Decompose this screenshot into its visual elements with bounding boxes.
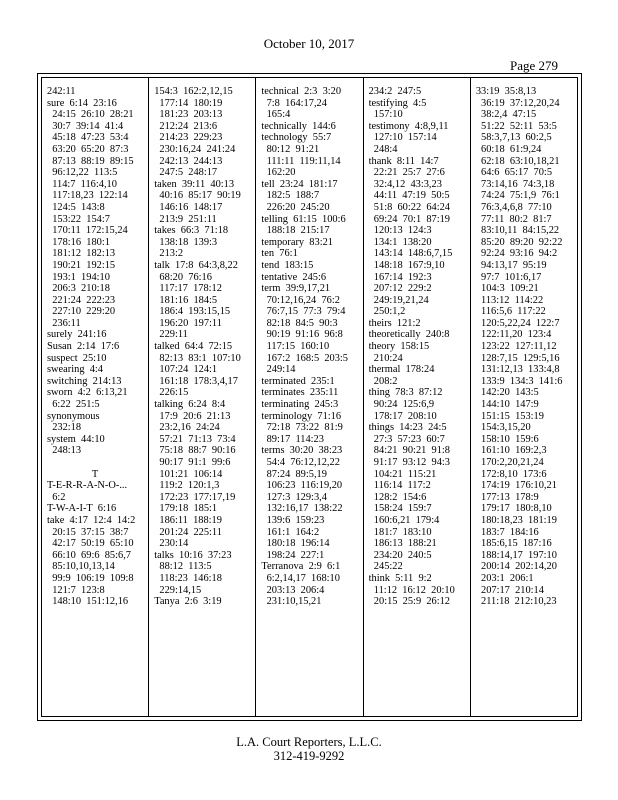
page-number: Page 279 <box>510 58 559 73</box>
index-entry: 211:18 212:10,23 <box>475 596 557 608</box>
index-entry: 76:3,4,6,8 77:10 <box>475 201 552 213</box>
index-entry: 200:14 202:14,20 <box>475 561 557 573</box>
index-column-5 <box>471 78 577 716</box>
index-entry: Terranova 2:9 6:1 <box>261 561 341 573</box>
index-entry: 60:18 61:9,24 <box>475 143 542 155</box>
index-entry: 89:17 114:23 <box>261 433 324 445</box>
index-entry: thing 78:3 87:12 <box>368 387 443 399</box>
index-entry: 221:24 222:23 <box>47 294 116 306</box>
index-entry: tentative 245:6 <box>261 271 327 283</box>
index-entry: 193:1 194:10 <box>47 271 110 283</box>
index-entry: 66:10 69:6 85:6,7 <box>47 549 131 561</box>
index-entry: 45:18 47:23 53:4 <box>47 132 129 144</box>
index-entry: 161:1 164:2 <box>261 526 320 538</box>
index-entry: 158:24 159:7 <box>368 503 432 515</box>
index-entry: 57:21 71:13 73:4 <box>154 433 236 445</box>
index-entry: 226:15 <box>154 387 189 399</box>
index-entry: 120:5,22,24 122:7 <box>475 317 560 329</box>
index-entry: 178:16 180:1 <box>47 236 110 248</box>
index-entry: 212:24 213:6 <box>154 120 218 132</box>
index-entry: technically 144:6 <box>261 120 336 132</box>
index-entry: 127:10 157:14 <box>368 132 437 144</box>
index-entry: 90:17 91:1 99:6 <box>154 457 231 468</box>
index-entry: 96:12,22 113:5 <box>47 167 118 179</box>
index-entry: tell 23:24 181:17 <box>261 178 338 190</box>
index-entry: 179:18 185:1 <box>154 503 218 515</box>
index-entry: 20:15 25:9 26:12 <box>368 596 451 608</box>
index-entry: 230:16,24 241:24 <box>154 143 236 155</box>
index-entry: theory 158:15 <box>368 341 430 353</box>
index-entry: 90:24 125:6,9 <box>368 399 435 411</box>
index-entry: 101:21 106:14 <box>154 468 223 480</box>
index-entry: 170:11 172:15,24 <box>47 225 128 237</box>
index-entry: 249:14 <box>261 364 296 376</box>
index-entry: 124:5 143:8 <box>47 201 105 213</box>
index-entry: 76:7,15 77:3 79:4 <box>261 306 346 318</box>
index-entry: 87:13 88:19 89:15 <box>47 155 134 167</box>
index-entry: 36:19 37:12,20,24 <box>475 97 560 109</box>
index-entry: talking 6:24 8:4 <box>154 399 226 411</box>
index-entry: 33:19 35:8,13 <box>475 86 537 97</box>
index-entry: 230:14 <box>154 538 189 550</box>
index-entry: 113:12 114:22 <box>475 294 544 306</box>
index-entry: 38:2,4 47:15 <box>475 109 537 121</box>
index-entry: 242:13 244:13 <box>154 155 223 167</box>
index-entry: 250:1,2 <box>368 306 406 318</box>
index-entry: 117:18,23 122:14 <box>47 190 128 202</box>
index-entry: 84:21 90:21 91:8 <box>368 445 451 457</box>
index-entry: 127:3 129:3,4 <box>261 491 327 503</box>
index-entry: 181:7 183:10 <box>368 526 432 538</box>
index-entry: 165:4 <box>261 109 291 121</box>
index-entry: 161:10 169:2,3 <box>475 445 547 457</box>
index-entry: 131:12,13 133:4,8 <box>475 364 560 376</box>
index-entry: 30:7 39:14 41:4 <box>47 120 124 132</box>
index-entry: 170:2,20,21,24 <box>475 457 544 468</box>
index-entry: 85:10,10,13,14 <box>47 561 115 573</box>
index-entry: 247:5 248:17 <box>154 167 218 179</box>
index-entry: 148:18 167:9,10 <box>368 259 445 271</box>
index-entry: 83:10,11 84:15,22 <box>475 225 560 237</box>
index-entry: thermal 178:24 <box>368 364 435 376</box>
index-entry: 248:4 <box>368 143 398 155</box>
index-entry: tend 183:15 <box>261 259 314 271</box>
index-entry: 180:18,23 181:19 <box>475 514 557 526</box>
index-entry: 69:24 70:1 87:19 <box>368 213 451 225</box>
index-entry: 51:8 60:22 64:24 <box>368 201 451 213</box>
index-entry: terms 30:20 38:23 <box>261 445 343 457</box>
index-entry: terminates 235:11 <box>261 387 339 399</box>
index-entry: 179:17 180:8,10 <box>475 503 552 515</box>
index-entry: sworn 4:2 6:13,21 <box>47 387 128 399</box>
index-entry: 188:18 215:17 <box>261 225 330 237</box>
index-entry: 87:24 89:5,19 <box>261 468 327 480</box>
index-entry: system 44:10 <box>47 433 105 445</box>
index-entry: 23:2,16 24:24 <box>154 422 220 434</box>
index-entry: 99:9 106:19 109:8 <box>47 572 134 584</box>
footer-company: L.A. Court Reporters, L.L.C. <box>236 735 382 749</box>
index-entry: 207:17 210:14 <box>475 584 544 596</box>
index-entry: 22:21 25:7 27:6 <box>368 167 445 179</box>
index-entry: terminated 235:1 <box>261 375 335 387</box>
index-frame <box>37 73 582 721</box>
index-entry: take 4:17 12:4 14:2 <box>47 514 136 526</box>
index-entry: 17:9 20:6 21:13 <box>154 410 231 422</box>
index-entry: 72:18 73:22 81:9 <box>261 422 343 434</box>
index-entry: 190:21 192:15 <box>47 259 116 271</box>
index-entry: sure 6:14 23:16 <box>47 97 117 109</box>
index-column-3 <box>256 78 363 716</box>
index-entry: 54:4 76:12,12,22 <box>261 457 340 468</box>
index-entry: 122:11,20 123:4 <box>475 329 552 341</box>
index-entry: think 5:11 9:2 <box>368 572 432 584</box>
index-entry: switching 214:13 <box>47 375 122 387</box>
index-entry: 180:18 196:14 <box>261 538 330 550</box>
index-entry: 167:14 192:3 <box>368 271 432 283</box>
index-entry: 203:1 206:1 <box>475 572 534 584</box>
index-entry: 148:10 151:12,16 <box>47 596 129 608</box>
index-entry: 64:6 65:17 70:5 <box>475 167 553 179</box>
index-entry: testifying 4:5 <box>368 97 427 109</box>
index-entry: 234:2 247:5 <box>368 86 422 97</box>
index-entry: temporary 83:21 <box>261 236 333 248</box>
index-entry: 146:16 148:17 <box>154 201 223 213</box>
index-entry: 181:16 184:5 <box>154 294 218 306</box>
index-entry: 206:3 210:18 <box>47 283 110 295</box>
index-entry: 181:23 203:13 <box>154 109 223 121</box>
index-entry: 174:19 176:10,21 <box>475 480 557 492</box>
index-entry: 117:17 178:12 <box>154 283 222 295</box>
index-entry: 153:22 154:7 <box>47 213 110 225</box>
index-entry: 172:8,10 173:6 <box>475 468 547 480</box>
index-entry: 172:23 177:17,19 <box>154 491 236 503</box>
index-entry: 162:20 <box>261 167 296 179</box>
index-entry: 42:17 50:19 65:10 <box>47 538 134 550</box>
index-entry: 74:24 75:1,9 76:1 <box>475 190 560 202</box>
index-entry: 134:1 138:20 <box>368 236 432 248</box>
index-column-4 <box>364 78 471 716</box>
index-entry: 185:6,15 187:16 <box>475 538 552 550</box>
index-entry: 186:4 193:15,15 <box>154 306 231 318</box>
index-entry: theoretically 240:8 <box>368 329 450 341</box>
index-entry: 58:3,7,13 60:2,5 <box>475 132 552 144</box>
index-entry: 92:24 93:16 94:2 <box>475 248 558 260</box>
header-date: October 10, 2017 <box>263 36 355 51</box>
index-entry: technology 55:7 <box>261 132 332 144</box>
index-entry: 73:14,16 74:3,18 <box>475 178 555 190</box>
index-entry: talks 10:16 37:23 <box>154 549 232 561</box>
index-entry: 245:22 <box>368 561 403 573</box>
index-entry: 82:13 83:1 107:10 <box>154 352 241 364</box>
index-entry: taken 39:11 40:13 <box>154 178 235 190</box>
index-entry: 208:2 <box>368 375 398 387</box>
index-entry: 116:5,6 117:22 <box>475 306 546 318</box>
index-entry: term 39:9,17,21 <box>261 283 331 295</box>
index-entry: 160:6,21 179:4 <box>368 514 440 526</box>
index-entry: things 14:23 24:5 <box>368 422 447 434</box>
index-entry: terminology 71:16 <box>261 410 342 422</box>
index-entry: 6:2,14,17 168:10 <box>261 572 340 584</box>
index-column-2 <box>149 78 256 716</box>
index-entry: 210:24 <box>368 352 403 364</box>
index-entry: 118:23 146:18 <box>154 572 222 584</box>
index-entry: 177:13 178:9 <box>475 491 539 503</box>
index-entry: 6:2 <box>47 491 66 503</box>
index-entry: telling 61:15 100:6 <box>261 213 346 225</box>
index-entry: 139:6 159:23 <box>261 514 325 526</box>
index-entry: 114:7 116:4,10 <box>47 178 117 190</box>
index-entry: 214:23 229:23 <box>154 132 223 144</box>
index-entry: 226:20 245:20 <box>261 201 330 213</box>
index-entry: 167:2 168:5 203:5 <box>261 352 348 364</box>
index-entry: 104:3 109:21 <box>475 283 539 295</box>
index-column-1 <box>42 78 149 716</box>
index-entry: 177:14 180:19 <box>154 97 223 109</box>
index-entry: 203:13 206:4 <box>261 584 325 596</box>
index-entry: 236:11 <box>47 317 81 329</box>
index-entry: 80:12 91:21 <box>261 143 320 155</box>
index-entry: Tanya 2:6 3:19 <box>154 596 222 608</box>
section-letter: T <box>91 468 99 480</box>
index-entry: 144:10 147:9 <box>475 399 539 411</box>
index-entry: 213:2 <box>154 248 184 260</box>
index-entry: 249:19,21,24 <box>368 294 429 306</box>
index-entry: 133:9 134:3 141:6 <box>475 375 563 387</box>
index-entry: 232:18 <box>47 422 82 434</box>
index-entry: 77:11 80:2 81:7 <box>475 213 552 225</box>
index-entry: 107:24 124:1 <box>154 364 218 376</box>
index-entry: 227:10 229:20 <box>47 306 116 318</box>
index-entry: 188:14,17 197:10 <box>475 549 557 561</box>
index-columns <box>41 77 578 717</box>
index-entry: 128:7,15 129:5,16 <box>475 352 560 364</box>
index-entry: synonymous <box>47 410 100 422</box>
index-entry: 142:20 143:5 <box>475 387 539 399</box>
index-entry: 231:10,15,21 <box>261 596 322 608</box>
index-entry: talk 17:8 64:3,8,22 <box>154 259 238 271</box>
index-entry: testimony 4:8,9,11 <box>368 120 449 132</box>
index-entry: terminating 245:3 <box>261 399 339 411</box>
index-entry: 94:13,17 95:19 <box>475 259 547 271</box>
index-entry: takes 66:3 71:18 <box>154 225 229 237</box>
index-entry: 70:12,16,24 76:2 <box>261 294 340 306</box>
index-entry: 213:9 251:11 <box>154 213 217 225</box>
index-entry: 62:18 63:10,18,21 <box>475 155 560 167</box>
index-entry: 123:22 127:11,12 <box>475 341 557 353</box>
index-entry: 181:12 182:13 <box>47 248 116 260</box>
index-entry: 63:20 65:20 87:3 <box>47 143 129 155</box>
index-entry: 40:16 85:17 90:19 <box>154 190 241 202</box>
index-entry: 32:4,12 43:3,23 <box>368 178 442 190</box>
index-entry: 186:13 188:21 <box>368 538 437 550</box>
index-entry: 157:10 <box>368 109 403 121</box>
index-entry: 51:22 52:11 53:5 <box>475 120 557 132</box>
index-entry: 75:18 88:7 90:16 <box>154 445 236 457</box>
index-entry: 85:20 89:20 92:22 <box>475 236 563 248</box>
index-entry: 178:17 208:10 <box>368 410 437 422</box>
index-entry: 248:13 <box>47 445 82 457</box>
index-entry: 88:12 113:5 <box>154 561 212 573</box>
index-entry: 120:13 124:3 <box>368 225 432 237</box>
index-entry: 24:15 26:10 28:21 <box>47 109 134 121</box>
index-entry: 198:24 227:1 <box>261 549 325 561</box>
index-entry: 229:14,15 <box>154 584 202 596</box>
index-entry: 119:2 120:1,3 <box>154 480 220 492</box>
index-entry: swearing 4:4 <box>47 364 103 376</box>
index-entry: 90:19 91:16 96:8 <box>261 329 343 341</box>
index-entry: Susan 2:14 17:6 <box>47 341 120 353</box>
index-entry: 196:20 197:11 <box>154 317 222 329</box>
index-entry: 183:7 184:16 <box>475 526 539 538</box>
index-entry: 132:16,17 138:22 <box>261 503 343 515</box>
index-entry: 234:20 240:5 <box>368 549 432 561</box>
index-entry: 229:11 <box>154 329 188 341</box>
index-entry: 97:7 101:6,17 <box>475 271 542 283</box>
index-entry: 104:21 115:21 <box>368 468 437 480</box>
index-entry: 82:18 84:5 90:3 <box>261 317 338 329</box>
index-entry: 7:8 164:17,24 <box>261 97 327 109</box>
index-entry: 154:3 162:2,12,15 <box>154 86 233 97</box>
index-entry: 117:15 160:10 <box>261 341 330 353</box>
index-entry: 111:11 119:11,14 <box>261 155 341 167</box>
index-entry: 68:20 76:16 <box>154 271 212 283</box>
index-entry: technical 2:3 3:20 <box>261 86 342 97</box>
index-entry: 158:10 159:6 <box>475 433 539 445</box>
index-entry: surely 241:16 <box>47 329 107 341</box>
index-entry: 91:17 93:12 94:3 <box>368 457 451 468</box>
index-entry: 201:24 225:11 <box>154 526 222 538</box>
index-entry: 106:23 116:19,20 <box>261 480 343 492</box>
index-entry: 207:12 229:2 <box>368 283 432 295</box>
index-entry: 242:11 <box>47 86 76 97</box>
index-entry: 6:22 251:5 <box>47 399 100 411</box>
index-entry <box>47 457 148 469</box>
index-entry: 138:18 139:3 <box>154 236 218 248</box>
index-entry: 20:15 37:15 38:7 <box>47 526 129 538</box>
index-entry: 151:15 153:19 <box>475 410 544 422</box>
index-entry: T-E-R-R-A-N-O-... <box>47 480 128 492</box>
index-entry: T-W-A-I-T 6:16 <box>47 503 117 515</box>
index-entry: 182:5 188:7 <box>261 190 320 202</box>
index-entry: suspect 25:10 <box>47 352 107 364</box>
index-entry: talked 64:4 72:15 <box>154 341 233 353</box>
index-entry: 121:7 123:8 <box>47 584 105 596</box>
index-entry: 11:12 16:12 20:10 <box>368 584 455 596</box>
index-entry: 186:11 188:19 <box>154 514 222 526</box>
index-entry: 128:2 154:6 <box>368 491 427 503</box>
index-entry: 116:14 117:2 <box>368 480 431 492</box>
index-entry: theirs 121:2 <box>368 317 421 329</box>
index-entry: ten 76:1 <box>261 248 298 260</box>
footer-phone: 312-419-9292 <box>273 749 345 763</box>
index-entry: 143:14 148:6,7,15 <box>368 248 453 260</box>
index-entry: 154:3,15,20 <box>475 422 531 434</box>
index-entry: 44:11 47:19 50:5 <box>368 190 450 202</box>
index-entry: thank 8:11 14:7 <box>368 155 439 167</box>
index-entry: 27:3 57:23 60:7 <box>368 433 445 445</box>
index-entry: 161:18 178:3,4,17 <box>154 375 238 387</box>
